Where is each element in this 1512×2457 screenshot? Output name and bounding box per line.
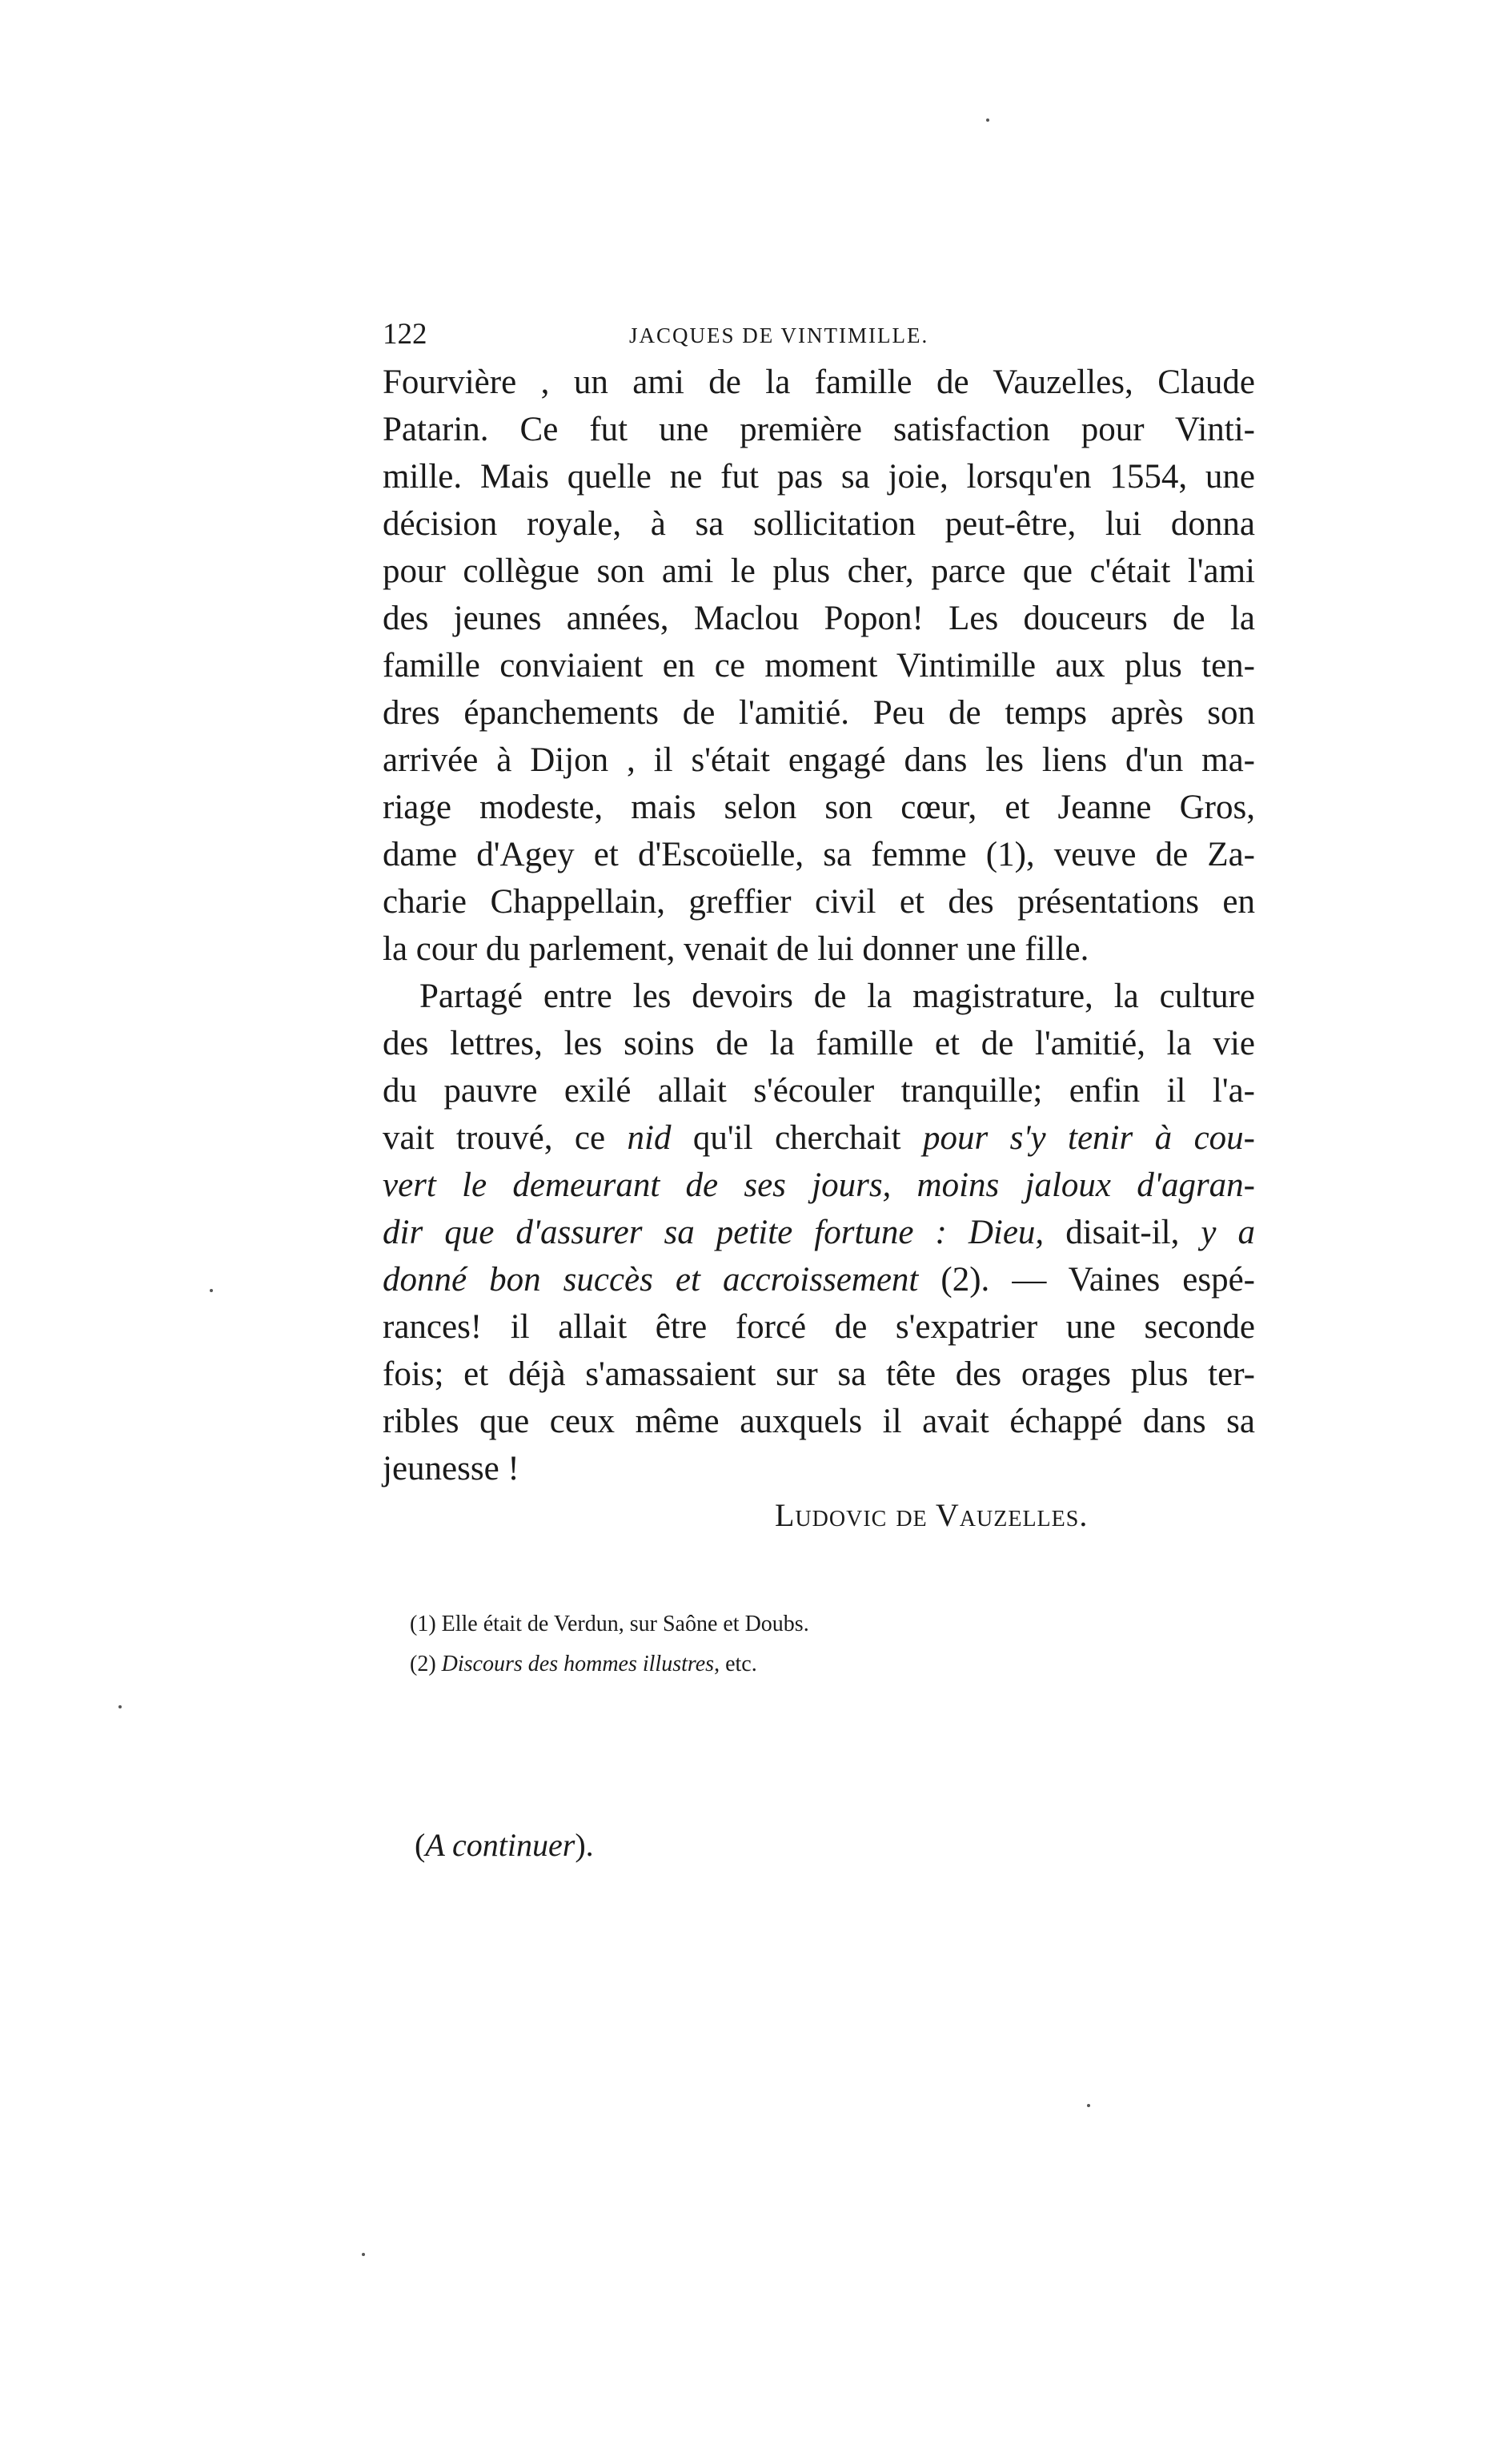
text-line: dame d'Agey et d'Escoüelle, sa femme (1), veuve de Za-	[383, 836, 1255, 873]
continued-text: A continuer	[425, 1827, 576, 1863]
paragraph-2	[383, 973, 1255, 1492]
text-line: jeunesse !	[383, 1450, 519, 1487]
text-line: riage modeste, mais selon son cœur, et Jeanne Gros,	[383, 789, 1255, 826]
text-run: qu'il cherchait	[671, 1119, 923, 1157]
text-line	[383, 1256, 1255, 1303]
text-line: arrivée à Dijon , il s'était engagé dans les liens d'un ma-	[383, 741, 1255, 779]
continued-open: (	[415, 1827, 426, 1863]
text-line: ribles que ceux même auxquels il avait échappé dans sa	[383, 1403, 1255, 1440]
paper-speck	[1087, 2104, 1090, 2107]
text-line: pour collègue son ami le plus cher, parce que c'était l'ami	[383, 552, 1255, 590]
italic-run: nid	[627, 1119, 672, 1157]
paper-speck	[118, 1705, 122, 1708]
text-line: du pauvre exilé allait s'écouler tranquille; enfin il l'a-	[383, 1072, 1255, 1110]
text-line: des lettres, les soins de la famille et de l'amitié, la vie	[383, 1025, 1255, 1062]
text-line: vert le demeurant de ses jours, moins jaloux d'agran-	[383, 1166, 1255, 1204]
text-line: Patarin. Ce fut une première satisfaction pour Vinti-	[383, 411, 1255, 448]
text-line: fois; et déjà s'amassaient sur sa tête des orages plus ter-	[383, 1355, 1255, 1393]
text-line: décision royale, à sa sollicitation peut-être, lui donna	[383, 505, 1255, 543]
text-line: Partagé entre les devoirs de la magistrature, la culture	[419, 978, 1255, 1015]
paragraph-1	[383, 359, 1255, 973]
text-run: vait trouvé, ce	[383, 1119, 628, 1157]
running-head: JACQUES DE VINTIMILLE.	[629, 323, 929, 347]
footnote-2	[410, 1644, 809, 1684]
paper-speck	[210, 1289, 213, 1292]
continued-close: ).	[575, 1827, 594, 1863]
footnote-suffix: , etc.	[714, 1652, 757, 1676]
author-signature: Ludovic de Vauzelles.	[775, 1497, 1089, 1533]
footnote-prefix: (2)	[410, 1652, 442, 1676]
italic-run: dir que d'assurer sa petite fortune : Dieu,	[383, 1214, 1045, 1251]
text-line	[383, 1114, 1255, 1162]
footnotes	[410, 1604, 809, 1684]
text-line: famille conviaient en ce moment Vintimille aux plus ten-	[383, 647, 1255, 685]
to-be-continued	[415, 1824, 594, 1867]
body-text	[383, 359, 1255, 1492]
text-line: la cour du parlement, venait de lui donner une fille.	[383, 930, 1089, 968]
italic-run: y a	[1201, 1214, 1255, 1251]
page-header	[383, 319, 1255, 351]
text-run: (2). — Vaines espé-	[918, 1261, 1255, 1299]
text-line: Fourvière , un ami de la famille de Vauzelles, Claude	[383, 363, 1255, 401]
text-line: charie Chappellain, greffier civil et des présentations en	[383, 883, 1255, 921]
text-line	[383, 1209, 1255, 1256]
italic-run: pour s'y tenir à cou-	[922, 1119, 1255, 1157]
footnote-title: Discours des hommes illustres	[441, 1652, 715, 1676]
footnote-1: (1) Elle était de Verdun, sur Saône et Doubs.	[410, 1612, 809, 1636]
paper-speck	[986, 118, 989, 122]
text-line: mille. Mais quelle ne fut pas sa joie, lorsqu'en 1554, une	[383, 458, 1255, 496]
text-line: dres épanchements de l'amitié. Peu de temps après son	[383, 694, 1255, 732]
paper-speck	[362, 2253, 365, 2256]
text-run: disait-il,	[1044, 1214, 1201, 1251]
italic-run: donné bon succès et accroissement	[383, 1261, 919, 1299]
text-line: des jeunes années, Maclou Popon! Les douceurs de la	[383, 600, 1255, 637]
text-line: rances! il allait être forcé de s'expatrier une seconde	[383, 1308, 1255, 1346]
page-number: 122	[383, 318, 427, 351]
